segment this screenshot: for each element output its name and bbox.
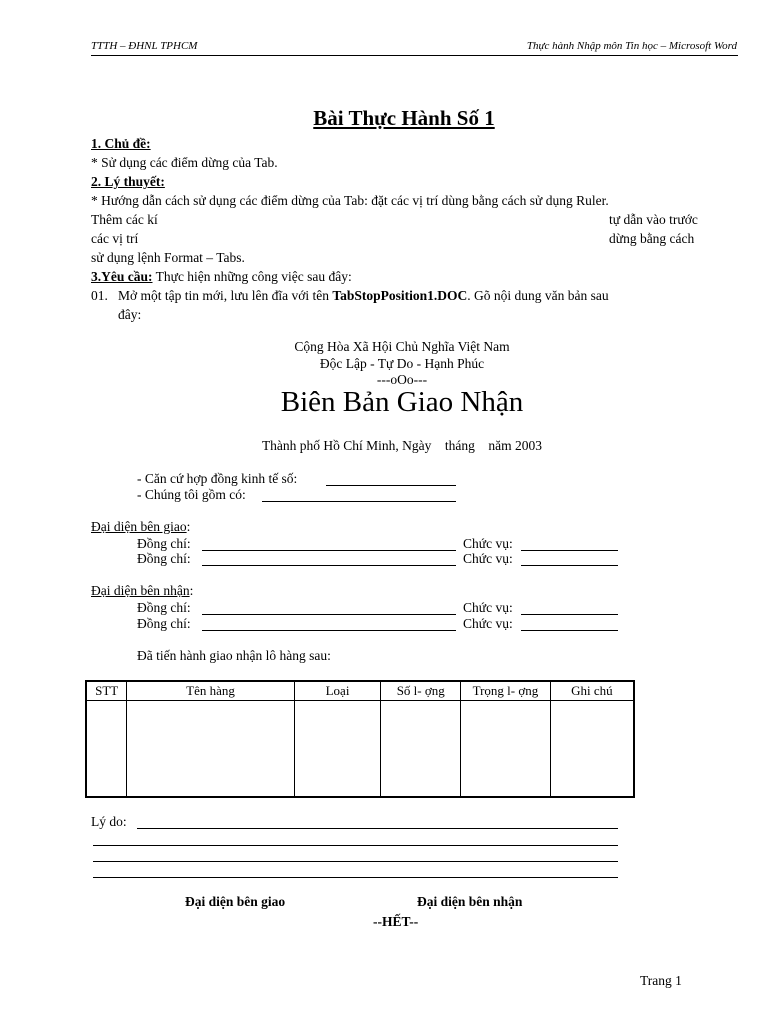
doc-motto: Độc Lập - Tự Do - Hạnh Phúc [319,356,485,371]
goods-table [85,680,635,798]
giver-position-2: Chức vụ: [463,551,513,566]
section3-item-text [118,288,609,304]
section2-line1: * Hướng dẫn cách sử dụng các điểm dừng của Tab: đặt các vị trí dùng bằng cách sử dụng Ruler. [91,193,609,208]
receiver-heading [91,583,193,599]
table-cell [127,701,294,798]
reason-line-2 [93,845,618,846]
item-text-b: . Gõ nội dung văn bản sau [467,288,609,303]
giver-heading [91,519,190,535]
section2-line3-left: các vị trí [91,231,139,246]
section2-heading: 2. Lý thuyết: [91,174,165,189]
reason-line-3 [93,861,618,862]
doc-divider: ---oOo--- [376,372,428,387]
col-header-ten-hang: Tên hàng [127,681,294,701]
doc-conducted: Đã tiến hành giao nhận lô hàng sau: [137,648,331,663]
section1-heading: 1. Chủ đề: [91,136,151,151]
doc-basis: - Căn cứ hợp đồng kinh tế số: [137,471,298,486]
table-header-row [86,681,634,701]
section2-line4: sử dụng lệnh Format – Tabs. [91,250,245,265]
doc-heading: Biên Bản Giao Nhận [280,386,524,418]
col-header-ghi-chu: Ghi chú [550,681,634,701]
header-rule [91,55,738,56]
giver-label: Đại diện bên giao [91,519,187,534]
receiver-comrade-2: Đồng chí: [137,616,191,631]
receiver-comrade-1: Đồng chí: [137,600,191,615]
sign-giver: Đại diện bên giao [185,894,286,909]
receiver-comrade-1-line [202,614,456,615]
reason-line-4 [93,877,618,878]
section2-line3-right: dừng bằng cách [609,231,695,246]
giver-comrade-2: Đồng chí: [137,551,191,566]
section3-intro: Thực hiện những công việc sau đây: [152,269,352,284]
receiver-comrade-2-line [202,630,456,631]
item-filename: TabStopPosition1.DOC [332,288,468,303]
doc-nation: Cộng Hòa Xã Hội Chủ Nghĩa Việt Nam [294,339,510,354]
section3-line [91,269,352,285]
giver-comrade-1: Đồng chí: [137,536,191,551]
table-cell [294,701,381,798]
members-fill-line [262,501,456,502]
receiver-position-1-line [521,614,618,615]
page-title: Bài Thực Hành Số 1 [313,106,495,130]
giver-colon: : [186,519,191,534]
header-right: Thực hành Nhập môn Tin học – Microsoft Word [526,40,737,52]
giver-position-1-line [521,550,618,551]
header-left: TTTH – ĐHNL TPHCM [91,40,198,52]
section3-item-text-cont: đây: [118,307,142,322]
giver-comrade-1-line [202,550,456,551]
section3-item-number: 01. [91,288,108,303]
receiver-position-2: Chức vụ: [463,616,513,631]
section2-line2-left: Thêm các kí [91,212,158,227]
doc-members: - Chúng tôi gồm có: [137,487,246,502]
table-row [86,701,634,798]
section2-line2-right: tự dẫn vào trước [609,212,698,227]
doc-end: --HẾT-- [373,914,419,929]
table-cell [86,701,127,798]
table-cell [550,701,634,798]
item-text-a: Mở một tập tin mới, lưu lên đĩa với tên [118,288,333,303]
col-header-so-luong: Số l- ợng [381,681,461,701]
basis-fill-line [326,485,456,486]
receiver-colon: : [189,583,194,598]
page-number: Trang 1 [640,973,682,988]
doc-place-date: Thành phố Hồ Chí Minh, Ngày tháng năm 2003 [261,438,543,453]
col-header-trong-luong: Trọng l- ợng [461,681,551,701]
giver-position-2-line [521,565,618,566]
doc-reason: Lý do: [91,814,127,829]
reason-line-1 [137,828,618,829]
section1-text: * Sử dụng các điểm dừng của Tab. [91,155,278,170]
table-cell [461,701,551,798]
section3-heading: 3.Yêu cầu: [91,269,153,284]
giver-comrade-2-line [202,565,456,566]
giver-position-1: Chức vụ: [463,536,513,551]
receiver-position-1: Chức vụ: [463,600,513,615]
sign-receiver: Đại diện bên nhận [417,894,523,909]
table-cell [381,701,461,798]
receiver-label: Đại diện bên nhận [91,583,190,598]
receiver-position-2-line [521,630,618,631]
col-header-loai: Loại [294,681,381,701]
col-header-stt: STT [86,681,127,701]
